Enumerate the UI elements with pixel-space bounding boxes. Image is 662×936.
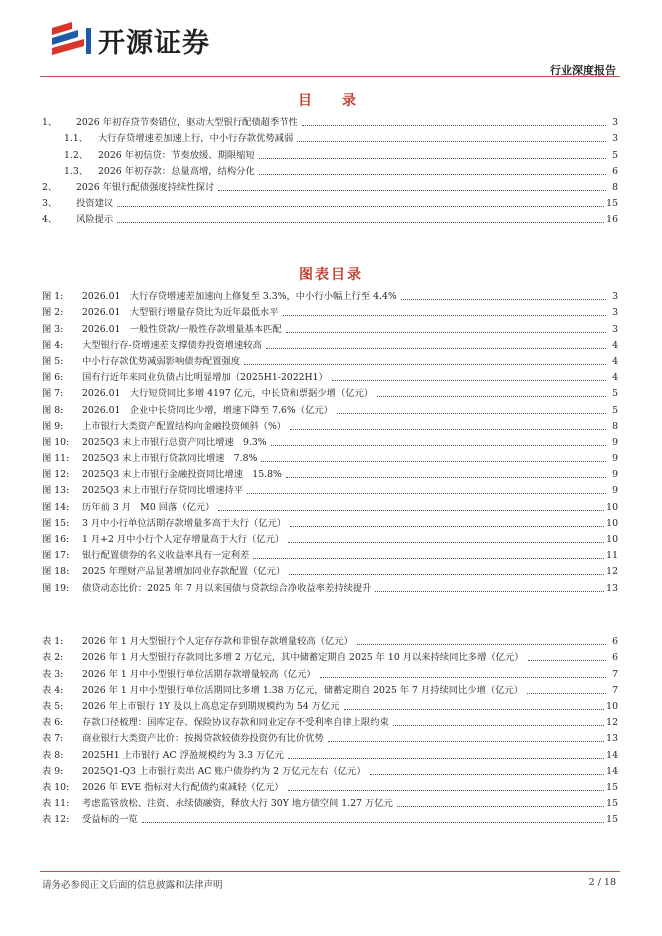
figures-list [42,286,618,594]
table-entry-text: 存款口径梳理：国库定存、保险协议存款和同业定存不受利率自律上限约束 [82,717,389,729]
figure-entry-number: 图 8: [42,404,64,416]
figure-entry-number: 图 12: [42,469,70,481]
toc-entry[interactable] [42,209,618,225]
figure-entry[interactable] [42,302,618,318]
toc-title: 目 录 [298,93,364,109]
leader-dots [271,445,606,446]
leader-dots [117,222,604,223]
figure-entry[interactable] [42,351,618,367]
leader-dots [370,774,605,775]
table-entry[interactable] [42,761,618,777]
figure-entry-number: 图 3: [42,323,64,335]
toc-entry[interactable] [42,128,618,144]
toc-entry-number: 1.2、 [64,149,89,161]
leader-dots [290,526,604,527]
figure-entry[interactable] [42,577,618,593]
toc-entry-number: 2、 [42,181,58,193]
leader-dots [290,429,606,430]
leader-dots [218,510,604,511]
figure-entry-number: 图 10: [42,436,70,448]
leader-dots [244,364,606,365]
figure-entry-text: 2025 年理财产品显著增加同业存款配置（亿元） [82,566,286,578]
table-entry[interactable] [42,793,618,809]
header-divider [40,76,620,77]
table-entry-page: 13 [606,733,618,745]
figure-entry-number: 图 11: [42,453,70,465]
figure-entry-label [42,356,242,367]
toc-entry-text: 风险提示 [76,214,114,226]
figure-entry-label [42,437,269,448]
figure-entry-label [42,566,287,577]
figure-entry-label [42,307,281,318]
table-entry-label [42,652,526,663]
toc-entry-label [42,198,115,209]
tables-list [42,631,618,825]
figure-entry[interactable] [42,529,618,545]
table-entry-text: 2026 年 1 月大型银行存款同比多增 2 万亿元，其中储蓄定期自 2025 年 10 月以来持续同比多增（亿元） [82,652,524,664]
toc-entry-label [42,117,300,128]
figure-entry-label [42,534,286,545]
figure-entry-label [42,469,284,480]
report-type-label: 行业深度报告 [550,64,616,77]
figure-entry-number: 图 19: [42,582,70,594]
figure-entry-text: 债贷动态比价：2025 年 7 月以来国债与贷款综合净收益率差持续提升 [82,582,372,594]
leader-dots [337,413,606,414]
figure-entry[interactable] [42,480,618,496]
table-entry-number: 表 11: [42,798,70,810]
figure-entry-text: 2026.01 一般性贷款/一般性存款增量基本匹配 [82,323,282,335]
figure-entry-label [42,405,335,416]
figure-entry[interactable] [42,399,618,415]
figure-entry[interactable] [42,416,618,432]
figure-entry-number: 图 16: [42,534,70,545]
table-entry-number: 表 3: [42,668,64,680]
leader-dots [344,709,605,710]
table-entry-page: 7 [612,668,618,680]
toc-entry-page: 3 [612,117,618,129]
figure-entry-number: 图 15: [42,517,70,529]
toc-entry-text: 2026 年银行配债强度持续性探讨 [76,181,215,193]
figure-entry[interactable] [42,496,618,512]
table-entry[interactable] [42,696,618,712]
toc-entry-page: 5 [612,149,618,161]
table-entry-number: 表 12: [42,814,70,826]
table-entry-text: 2026 年 1 月中小型银行单位活期同比多增 1.38 万亿元，储蓄定期自 2025 年 7 月持续同比少增（亿元） [82,684,524,696]
figure-entry-page: 11 [606,550,618,562]
leader-dots [302,125,606,126]
figure-entry[interactable] [42,561,618,577]
toc-entry-page: 15 [606,198,618,210]
toc-entry-label [42,214,115,225]
toc-entry[interactable] [42,177,618,193]
figure-entry-page: 3 [612,307,618,319]
figure-entry-page: 8 [612,420,618,432]
figure-entry-label [42,372,330,383]
figure-entry-number: 图 13: [42,485,70,497]
table-entry-number: 表 6: [42,717,64,729]
table-entry-number: 表 1: [42,636,64,648]
footer-disclaimer: 请务必参阅正文后面的信息披露和法律声明 [42,880,223,891]
figure-entry-text: 大型银行存-贷增速差支撑债券投资增速较高 [82,339,262,351]
figure-entry[interactable] [42,318,618,334]
toc-entry-page: 6 [612,165,618,177]
figure-entry-page: 9 [612,469,618,481]
figure-entry-page: 3 [612,291,618,303]
table-entry[interactable] [42,631,618,647]
leader-dots [393,725,604,726]
figure-entry-page: 4 [612,339,618,351]
figure-entry-label [42,421,288,432]
toc-entry-text: 大行存贷增速差加速上行，中小行存款优势减弱 [98,133,294,145]
toc-entry-page: 8 [612,181,618,193]
leader-dots [218,190,606,191]
table-entry-number: 表 9: [42,765,64,777]
leader-dots [320,677,606,678]
toc-entry-text: 2026 年初存款：总量高增，结构分化 [98,165,255,177]
table-entry-label [42,733,326,744]
toc-entry[interactable] [42,112,618,128]
figure-entry-label [42,291,399,302]
table-entry[interactable] [42,647,618,663]
figure-entry-text: 历年前 3 月 M0 回落（亿元） [82,501,215,513]
table-entry-text: 2026 年 1 月大型银行个人定存存款和非银存款增量较高（亿元） [82,636,353,648]
leader-dots [397,806,604,807]
leader-dots [247,493,606,494]
figure-entry-text: 上市银行大类资产配置结构向金融投资倾斜（%） [82,420,287,432]
figure-entry[interactable] [42,432,618,448]
table-entry-text: 受益标的一览 [82,814,138,826]
footer-divider [40,871,620,872]
figure-entry-page: 4 [612,355,618,367]
toc-entry-label [42,166,257,177]
figure-entry-number: 图 5: [42,355,64,367]
figure-entry-text: 银行配置债券的名义收益率具有一定利差 [82,550,250,562]
figure-entry-text: 2026.01 大型银行增量存贷比为近年最低水平 [82,307,279,319]
figure-entry-number: 图 6: [42,372,64,384]
toc-entry-page: 16 [606,214,618,226]
figure-entry-text: 2026.01 企业中长贷同比少增，增速下降至 7.6%（亿元） [82,404,333,416]
toc-entry-text: 投资建议 [76,198,114,210]
figure-entry-page: 9 [612,485,618,497]
table-entry-page: 6 [612,636,618,648]
figure-entry-page: 10 [606,501,618,513]
table-entry-text: 2026 年 EVE 指标对大行配债约束减轻（亿元） [82,781,284,793]
toc-entry[interactable] [42,161,618,177]
page-number: 2 / 18 [588,877,616,888]
table-entry-text: 2025Q1-Q3 上市银行卖出 AC 账户债券约为 2 万亿元左右（亿元） [82,765,366,777]
table-entry-label [42,636,355,647]
figure-entry-text: 2026.01 大行存贷增速差加速向上修复至 3.3%，中小行小幅上行至 4.4% [82,291,397,303]
figure-entry-page: 9 [612,436,618,448]
figure-entry[interactable] [42,367,618,383]
toc-entry-text: 2026 年初存贷节奏错位，驱动大型银行配债超季节性 [76,117,298,129]
figure-entry[interactable] [42,513,618,529]
table-entry-page: 14 [606,749,618,761]
figure-entry[interactable] [42,464,618,480]
leader-dots [117,206,604,207]
table-entry[interactable] [42,744,618,760]
figure-entry-page: 13 [606,582,618,594]
figure-entry-number: 图 9: [42,420,64,432]
table-entry-number: 表 8: [42,749,64,761]
table-entry-text: 2026 年上市银行 1Y 及以上高息定存到期规模约为 54 万亿元 [82,700,340,712]
figure-entry-label [42,340,264,351]
table-entry-page: 15 [606,814,618,826]
toc-entry-number: 1.1、 [64,133,89,145]
figure-entry-number: 图 14: [42,501,70,513]
table-entry-page: 6 [612,652,618,664]
table-entry[interactable] [42,728,618,744]
figure-entry-text: 2025Q3 末上市银行总资产同比增速 9.3% [82,436,267,448]
leader-dots [289,574,604,575]
figure-entry-number: 图 7: [42,388,64,400]
leader-dots [328,741,604,742]
table-entry-label [42,782,286,793]
figure-entry-page: 12 [606,566,618,578]
leader-dots [288,542,604,543]
figure-entry-text: 2025Q3 末上市银行贷款同比增速 7.8% [82,453,258,465]
toc-entry-number: 1.3、 [64,165,89,177]
toc-entry-label [42,182,216,193]
toc-entry-number: 4、 [42,214,58,226]
figure-entry-label [42,485,245,496]
leader-dots [375,591,604,592]
leader-dots [259,158,606,159]
figure-entry-page: 10 [606,517,618,529]
leader-dots [142,822,604,823]
table-entry-page: 10 [606,700,618,712]
table-entry-label [42,701,342,712]
figure-entry-text: 2025Q3 末上市银行金融投资同比增速 15.8% [82,469,282,481]
table-entry-number: 表 2: [42,652,64,664]
table-entry-page: 12 [606,717,618,729]
figure-entry-label [42,502,216,513]
table-entry-label [42,669,318,680]
figure-entry-number: 图 1: [42,291,64,303]
leader-dots [332,380,606,381]
figure-entry-text: 3 月中小行单位活期存款增量多高于大行（亿元） [82,517,287,529]
table-entry[interactable] [42,663,618,679]
figure-entry-text: 国有行近年来同业负债占比明显增加（2025H1-2022H1） [82,372,328,384]
figure-entry-text: 2026.01 大行短贷同比多增 4197 亿元，中长贷和票据少增（亿元） [82,388,374,400]
leader-dots [288,790,605,791]
table-entry-page: 7 [612,684,618,696]
table-entry[interactable] [42,712,618,728]
leader-dots [377,396,606,397]
table-entry[interactable] [42,777,618,793]
figure-entry-number: 图 4: [42,339,64,351]
figure-entry-text: 1 月+2 月中小行个人定存增量高于大行（亿元） [82,534,285,545]
leader-dots [286,477,606,478]
figure-entry-page: 4 [612,372,618,384]
figure-entry[interactable] [42,335,618,351]
leader-dots [283,315,607,316]
table-entry[interactable] [42,809,618,825]
table-entry-label [42,814,140,825]
leader-dots [261,461,606,462]
table-entry-number: 表 10: [42,781,70,793]
table-entry-page: 15 [606,798,618,810]
table-entry-number: 表 4: [42,684,64,696]
figure-entry-page: 9 [612,453,618,465]
figure-entry[interactable] [42,545,618,561]
figure-entry-page: 5 [612,404,618,416]
toc-entry-page: 3 [612,133,618,145]
figure-entry-label [42,518,288,529]
figure-entry-text: 2025Q3 末上市银行存贷同比增速持平 [82,485,244,497]
figure-entry-label [42,550,251,561]
table-entry-label [42,750,286,761]
figure-entry-text: 中小行存款优势减弱影响债券配置强度 [82,355,241,367]
leader-dots [401,299,606,300]
table-entry-text: 考虑监管放松、注资、永续债融资，释放大行 30Y 地方债空间 1.27 万亿元 [82,798,393,810]
toc-list [42,112,618,225]
table-entry-number: 表 7: [42,733,64,745]
table-entry-label [42,685,525,696]
table-entry-page: 15 [606,781,618,793]
figure-entry-number: 图 17: [42,550,70,562]
figure-entry-label [42,583,373,594]
leader-dots [253,558,604,559]
toc-entry[interactable] [42,144,618,160]
figure-entry-page: 5 [612,388,618,400]
table-entry-label [42,766,368,777]
figure-entry[interactable] [42,383,618,399]
toc-entry[interactable] [42,193,618,209]
figure-entry-number: 图 18: [42,566,70,578]
toc-entry-label [42,133,295,144]
leader-dots [357,644,606,645]
leader-dots [288,758,604,759]
table-entry-label [42,798,395,809]
leader-dots [286,332,606,333]
table-entry-page: 14 [606,765,618,777]
company-logo [48,20,210,60]
figures-title: 图表目录 [299,267,363,283]
figure-entry-number: 图 2: [42,307,64,319]
table-entry-text: 2025H1 上市银行 AC 浮盈规模约为 3.3 万亿元 [82,749,284,761]
figure-entry-page: 10 [606,534,618,545]
toc-entry-number: 1、 [42,117,58,129]
leader-dots [266,348,606,349]
leader-dots [259,174,606,175]
toc-entry-label [42,150,257,161]
figure-entry-label [42,388,375,399]
logo-text: 开源证券 [98,27,210,59]
table-entry-text: 商业银行大类资产比价：按揭贷款较债券投资仍有比价优势 [82,733,324,745]
table-entry[interactable] [42,680,618,696]
leader-dots [528,660,606,661]
leader-dots [527,693,606,694]
toc-entry-number: 3、 [42,198,58,210]
toc-entry-text: 2026 年初信贷：节奏放缓、期限缩短 [98,149,255,161]
table-entry-number: 表 5: [42,700,64,712]
figure-entry[interactable] [42,286,618,302]
figure-entry-label [42,453,259,464]
leader-dots [297,141,606,142]
table-entry-text: 2026 年 1 月中小型银行单位活期存款增量较高（亿元） [82,668,316,680]
logo-mark-icon [48,20,94,60]
table-entry-label [42,717,391,728]
figure-entry-page: 3 [612,323,618,335]
figure-entry-label [42,324,284,335]
figure-entry[interactable] [42,448,618,464]
